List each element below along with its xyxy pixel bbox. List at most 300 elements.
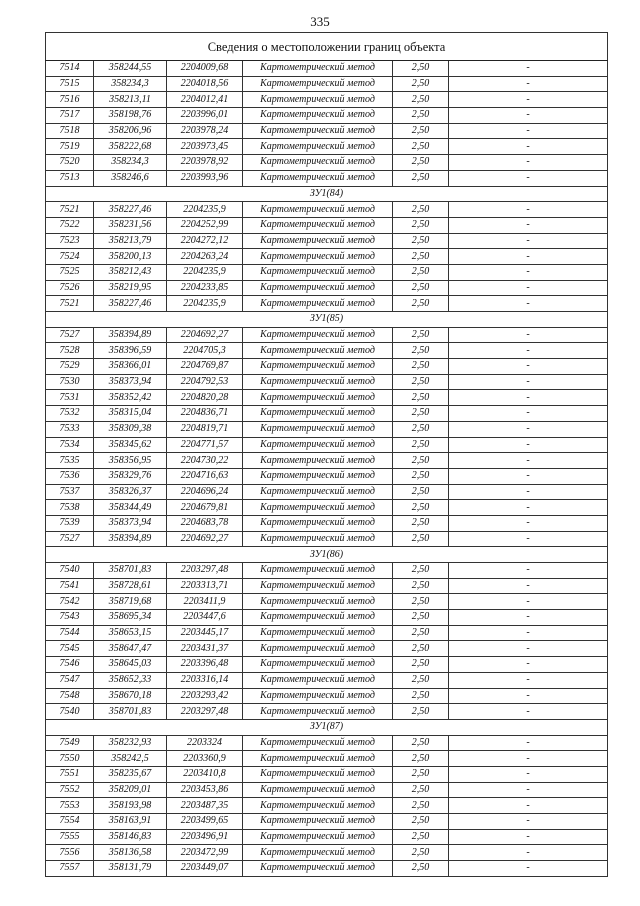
coord-y-cell: 2204730,22 <box>167 453 243 469</box>
point-number-cell: 7543 <box>46 610 94 626</box>
accuracy-cell: 2,50 <box>393 406 449 422</box>
accuracy-cell: 2,50 <box>393 657 449 673</box>
method-cell: Картометрический метод <box>243 233 393 249</box>
accuracy-cell: 2,50 <box>393 798 449 814</box>
description-cell: - <box>449 343 608 359</box>
point-number-cell: 7516 <box>46 92 94 108</box>
coord-x-cell: 358695,34 <box>94 610 167 626</box>
table-row <box>46 468 608 484</box>
description-cell: - <box>449 233 608 249</box>
accuracy-cell: 2,50 <box>393 515 449 531</box>
description-cell: - <box>449 421 608 437</box>
method-cell: Картометрический метод <box>243 76 393 92</box>
table-row <box>46 531 608 547</box>
accuracy-cell: 2,50 <box>393 233 449 249</box>
method-cell: Картометрический метод <box>243 202 393 218</box>
table-row <box>46 766 608 782</box>
table-row <box>46 814 608 830</box>
accuracy-cell: 2,50 <box>393 484 449 500</box>
coord-y-cell: 2204836,71 <box>167 406 243 422</box>
coord-y-cell: 2203313,71 <box>167 578 243 594</box>
coord-x-cell: 358227,46 <box>94 202 167 218</box>
coord-x-cell: 358345,62 <box>94 437 167 453</box>
coord-y-cell: 2204233,85 <box>167 280 243 296</box>
coord-x-cell: 358235,67 <box>94 766 167 782</box>
table-title: Сведения о местоположении границ объекта <box>46 33 608 61</box>
description-cell: - <box>449 782 608 798</box>
point-number-cell: 7513 <box>46 170 94 186</box>
table-row <box>46 139 608 155</box>
coord-x-cell: 358232,93 <box>94 735 167 751</box>
coord-y-cell: 2204696,24 <box>167 484 243 500</box>
coord-x-cell: 358244,55 <box>94 61 167 77</box>
table-row <box>46 751 608 767</box>
coord-x-cell: 358213,11 <box>94 92 167 108</box>
accuracy-cell: 2,50 <box>393 814 449 830</box>
coord-y-cell: 2203978,92 <box>167 155 243 171</box>
description-cell: - <box>449 296 608 312</box>
point-number-cell: 7527 <box>46 531 94 547</box>
accuracy-cell: 2,50 <box>393 829 449 845</box>
coord-x-cell: 358200,13 <box>94 249 167 265</box>
point-number-cell: 7521 <box>46 202 94 218</box>
description-cell: - <box>449 468 608 484</box>
point-number-cell: 7541 <box>46 578 94 594</box>
coord-y-cell: 2203360,9 <box>167 751 243 767</box>
table-row <box>46 625 608 641</box>
table-body <box>46 33 608 877</box>
method-cell: Картометрический метод <box>243 578 393 594</box>
boundary-coordinates-table <box>45 32 608 877</box>
point-number-cell: 7523 <box>46 233 94 249</box>
method-cell: Картометрический метод <box>243 594 393 610</box>
accuracy-cell: 2,50 <box>393 453 449 469</box>
table-row <box>46 327 608 343</box>
method-cell: Картометрический метод <box>243 123 393 139</box>
description-cell: - <box>449 751 608 767</box>
coord-x-cell: 358396,59 <box>94 343 167 359</box>
method-cell: Картометрический метод <box>243 500 393 516</box>
coord-y-cell: 2203453,86 <box>167 782 243 798</box>
coord-x-cell: 358645,03 <box>94 657 167 673</box>
coord-x-cell: 358326,37 <box>94 484 167 500</box>
description-cell: - <box>449 484 608 500</box>
method-cell: Картометрический метод <box>243 155 393 171</box>
coord-y-cell: 2204235,9 <box>167 202 243 218</box>
description-cell: - <box>449 155 608 171</box>
description-cell: - <box>449 641 608 657</box>
description-cell: - <box>449 657 608 673</box>
description-cell: - <box>449 202 608 218</box>
coord-x-cell: 358728,61 <box>94 578 167 594</box>
table-row <box>46 735 608 751</box>
table-row <box>46 500 608 516</box>
table-row <box>46 155 608 171</box>
coord-y-cell: 2203410,8 <box>167 766 243 782</box>
coord-y-cell: 2203293,42 <box>167 688 243 704</box>
coord-x-cell: 358344,49 <box>94 500 167 516</box>
point-number-cell: 7542 <box>46 594 94 610</box>
accuracy-cell: 2,50 <box>393 359 449 375</box>
point-number-cell: 7555 <box>46 829 94 845</box>
coord-x-cell: 358394,89 <box>94 327 167 343</box>
description-cell: - <box>449 139 608 155</box>
coord-x-cell: 358206,96 <box>94 123 167 139</box>
coord-x-cell: 358193,98 <box>94 798 167 814</box>
coord-x-cell: 358209,01 <box>94 782 167 798</box>
coord-x-cell: 358222,68 <box>94 139 167 155</box>
table-row <box>46 563 608 579</box>
coord-x-cell: 358198,76 <box>94 108 167 124</box>
point-number-cell: 7529 <box>46 359 94 375</box>
table-row <box>46 92 608 108</box>
accuracy-cell: 2,50 <box>393 672 449 688</box>
method-cell: Картометрический метод <box>243 563 393 579</box>
point-number-cell: 7514 <box>46 61 94 77</box>
point-number-cell: 7526 <box>46 280 94 296</box>
accuracy-cell: 2,50 <box>393 280 449 296</box>
accuracy-cell: 2,50 <box>393 688 449 704</box>
table-row <box>46 343 608 359</box>
method-cell: Картометрический метод <box>243 829 393 845</box>
description-cell: - <box>449 829 608 845</box>
coord-y-cell: 2204705,3 <box>167 343 243 359</box>
description-cell: - <box>449 327 608 343</box>
point-number-cell: 7557 <box>46 861 94 877</box>
description-cell: - <box>449 123 608 139</box>
accuracy-cell: 2,50 <box>393 217 449 233</box>
table-row <box>46 249 608 265</box>
coord-y-cell: 2203996,01 <box>167 108 243 124</box>
description-cell: - <box>449 814 608 830</box>
point-number-cell: 7550 <box>46 751 94 767</box>
point-number-cell: 7517 <box>46 108 94 124</box>
method-cell: Картометрический метод <box>243 327 393 343</box>
description-cell: - <box>449 845 608 861</box>
coord-y-cell: 2203447,6 <box>167 610 243 626</box>
coord-y-cell: 2203487,35 <box>167 798 243 814</box>
coord-y-cell: 2204771,57 <box>167 437 243 453</box>
accuracy-cell: 2,50 <box>393 500 449 516</box>
accuracy-cell: 2,50 <box>393 92 449 108</box>
section-header-row <box>46 547 608 563</box>
table-row <box>46 76 608 92</box>
description-cell: - <box>449 108 608 124</box>
coord-y-cell: 2204018,56 <box>167 76 243 92</box>
accuracy-cell: 2,50 <box>393 437 449 453</box>
description-cell: - <box>449 594 608 610</box>
description-cell: - <box>449 672 608 688</box>
description-cell: - <box>449 766 608 782</box>
coord-x-cell: 358647,47 <box>94 641 167 657</box>
description-cell: - <box>449 704 608 720</box>
point-number-cell: 7532 <box>46 406 94 422</box>
description-cell: - <box>449 280 608 296</box>
table-row <box>46 123 608 139</box>
point-number-cell: 7551 <box>46 766 94 782</box>
coord-y-cell: 2203411,9 <box>167 594 243 610</box>
accuracy-cell: 2,50 <box>393 782 449 798</box>
method-cell: Картометрический метод <box>243 359 393 375</box>
description-cell: - <box>449 688 608 704</box>
coord-y-cell: 2203396,48 <box>167 657 243 673</box>
table-row <box>46 704 608 720</box>
accuracy-cell: 2,50 <box>393 641 449 657</box>
coord-x-cell: 358242,5 <box>94 751 167 767</box>
coord-y-cell: 2203449,07 <box>167 861 243 877</box>
coord-y-cell: 2203445,17 <box>167 625 243 641</box>
point-number-cell: 7519 <box>46 139 94 155</box>
coord-y-cell: 2203297,48 <box>167 704 243 720</box>
method-cell: Картометрический метод <box>243 468 393 484</box>
method-cell: Картометрический метод <box>243 814 393 830</box>
page-number: 335 <box>310 14 330 29</box>
coord-x-cell: 358163,91 <box>94 814 167 830</box>
accuracy-cell: 2,50 <box>393 421 449 437</box>
table-row <box>46 421 608 437</box>
coord-x-cell: 358315,04 <box>94 406 167 422</box>
table-row <box>46 437 608 453</box>
point-number-cell: 7534 <box>46 437 94 453</box>
accuracy-cell: 2,50 <box>393 249 449 265</box>
accuracy-cell: 2,50 <box>393 468 449 484</box>
coord-y-cell: 2204679,81 <box>167 500 243 516</box>
accuracy-cell: 2,50 <box>393 343 449 359</box>
coord-y-cell: 2203431,37 <box>167 641 243 657</box>
point-number-cell: 7524 <box>46 249 94 265</box>
method-cell: Картометрический метод <box>243 249 393 265</box>
coord-y-cell: 2203297,48 <box>167 563 243 579</box>
point-number-cell: 7554 <box>46 814 94 830</box>
point-number-cell: 7545 <box>46 641 94 657</box>
point-number-cell: 7546 <box>46 657 94 673</box>
method-cell: Картометрический метод <box>243 406 393 422</box>
point-number-cell: 7520 <box>46 155 94 171</box>
section-label: ЗУ1(86) <box>46 547 608 563</box>
point-number-cell: 7536 <box>46 468 94 484</box>
description-cell: - <box>449 610 608 626</box>
method-cell: Картометрический метод <box>243 390 393 406</box>
coord-x-cell: 358670,18 <box>94 688 167 704</box>
coord-x-cell: 358146,83 <box>94 829 167 845</box>
coord-x-cell: 358701,83 <box>94 563 167 579</box>
method-cell: Картометрический метод <box>243 688 393 704</box>
description-cell: - <box>449 92 608 108</box>
point-number-cell: 7547 <box>46 672 94 688</box>
method-cell: Картометрический метод <box>243 139 393 155</box>
description-cell: - <box>449 437 608 453</box>
accuracy-cell: 2,50 <box>393 766 449 782</box>
method-cell: Картометрический метод <box>243 343 393 359</box>
method-cell: Картометрический метод <box>243 625 393 641</box>
coord-y-cell: 2204769,87 <box>167 359 243 375</box>
accuracy-cell: 2,50 <box>393 861 449 877</box>
method-cell: Картометрический метод <box>243 845 393 861</box>
table-row <box>46 170 608 186</box>
point-number-cell: 7535 <box>46 453 94 469</box>
coord-y-cell: 2203973,45 <box>167 139 243 155</box>
accuracy-cell: 2,50 <box>393 751 449 767</box>
table-row <box>46 280 608 296</box>
coord-y-cell: 2204009,68 <box>167 61 243 77</box>
method-cell: Картометрический метод <box>243 217 393 233</box>
accuracy-cell: 2,50 <box>393 578 449 594</box>
description-cell: - <box>449 264 608 280</box>
table-row <box>46 359 608 375</box>
description-cell: - <box>449 735 608 751</box>
section-header-row <box>46 186 608 202</box>
method-cell: Картометрический метод <box>243 735 393 751</box>
method-cell: Картометрический метод <box>243 280 393 296</box>
table-row <box>46 61 608 77</box>
point-number-cell: 7533 <box>46 421 94 437</box>
point-number-cell: 7530 <box>46 374 94 390</box>
coord-y-cell: 2204683,78 <box>167 515 243 531</box>
method-cell: Картометрический метод <box>243 641 393 657</box>
coord-y-cell: 2204819,71 <box>167 421 243 437</box>
coord-x-cell: 358246,6 <box>94 170 167 186</box>
method-cell: Картометрический метод <box>243 531 393 547</box>
method-cell: Картометрический метод <box>243 766 393 782</box>
accuracy-cell: 2,50 <box>393 563 449 579</box>
accuracy-cell: 2,50 <box>393 264 449 280</box>
table-row <box>46 594 608 610</box>
coord-y-cell: 2203978,24 <box>167 123 243 139</box>
section-label: ЗУ1(84) <box>46 186 608 202</box>
accuracy-cell: 2,50 <box>393 327 449 343</box>
table-row <box>46 390 608 406</box>
coord-y-cell: 2203499,65 <box>167 814 243 830</box>
coord-y-cell: 2204235,9 <box>167 264 243 280</box>
method-cell: Картометрический метод <box>243 453 393 469</box>
description-cell: - <box>449 217 608 233</box>
table-row <box>46 406 608 422</box>
coord-x-cell: 358394,89 <box>94 531 167 547</box>
accuracy-cell: 2,50 <box>393 374 449 390</box>
point-number-cell: 7528 <box>46 343 94 359</box>
description-cell: - <box>449 170 608 186</box>
accuracy-cell: 2,50 <box>393 610 449 626</box>
accuracy-cell: 2,50 <box>393 123 449 139</box>
coord-x-cell: 358373,94 <box>94 374 167 390</box>
method-cell: Картометрический метод <box>243 61 393 77</box>
coord-x-cell: 358227,46 <box>94 296 167 312</box>
coord-y-cell: 2203496,91 <box>167 829 243 845</box>
coord-x-cell: 358652,33 <box>94 672 167 688</box>
description-cell: - <box>449 61 608 77</box>
description-cell: - <box>449 861 608 877</box>
point-number-cell: 7525 <box>46 264 94 280</box>
description-cell: - <box>449 625 608 641</box>
method-cell: Картометрический метод <box>243 108 393 124</box>
coord-x-cell: 358719,68 <box>94 594 167 610</box>
point-number-cell: 7521 <box>46 296 94 312</box>
coord-y-cell: 2204716,63 <box>167 468 243 484</box>
table-row <box>46 374 608 390</box>
method-cell: Картометрический метод <box>243 170 393 186</box>
point-number-cell: 7549 <box>46 735 94 751</box>
method-cell: Картометрический метод <box>243 421 393 437</box>
description-cell: - <box>449 359 608 375</box>
coord-x-cell: 358653,15 <box>94 625 167 641</box>
coord-y-cell: 2204012,41 <box>167 92 243 108</box>
coord-x-cell: 358234,3 <box>94 155 167 171</box>
coord-y-cell: 2204252,99 <box>167 217 243 233</box>
method-cell: Картометрический метод <box>243 296 393 312</box>
description-cell: - <box>449 798 608 814</box>
table-row <box>46 108 608 124</box>
description-cell: - <box>449 406 608 422</box>
description-cell: - <box>449 453 608 469</box>
accuracy-cell: 2,50 <box>393 704 449 720</box>
table-row <box>46 202 608 218</box>
coord-x-cell: 358219,95 <box>94 280 167 296</box>
description-cell: - <box>449 578 608 594</box>
table-row <box>46 657 608 673</box>
coord-y-cell: 2203472,99 <box>167 845 243 861</box>
description-cell: - <box>449 374 608 390</box>
table-row <box>46 264 608 280</box>
description-cell: - <box>449 76 608 92</box>
method-cell: Картометрический метод <box>243 751 393 767</box>
coord-y-cell: 2204820,28 <box>167 390 243 406</box>
coord-y-cell: 2204692,27 <box>167 531 243 547</box>
method-cell: Картометрический метод <box>243 515 393 531</box>
point-number-cell: 7537 <box>46 484 94 500</box>
accuracy-cell: 2,50 <box>393 735 449 751</box>
method-cell: Картометрический метод <box>243 374 393 390</box>
method-cell: Картометрический метод <box>243 782 393 798</box>
accuracy-cell: 2,50 <box>393 155 449 171</box>
method-cell: Картометрический метод <box>243 437 393 453</box>
coord-x-cell: 358352,42 <box>94 390 167 406</box>
point-number-cell: 7552 <box>46 782 94 798</box>
coord-y-cell: 2204263,24 <box>167 249 243 265</box>
coord-y-cell: 2203993,96 <box>167 170 243 186</box>
point-number-cell: 7553 <box>46 798 94 814</box>
section-label: ЗУ1(87) <box>46 719 608 735</box>
coord-x-cell: 358373,94 <box>94 515 167 531</box>
description-cell: - <box>449 249 608 265</box>
coord-x-cell: 358213,79 <box>94 233 167 249</box>
accuracy-cell: 2,50 <box>393 61 449 77</box>
section-header-row <box>46 719 608 735</box>
accuracy-cell: 2,50 <box>393 76 449 92</box>
coord-x-cell: 358309,38 <box>94 421 167 437</box>
accuracy-cell: 2,50 <box>393 170 449 186</box>
point-number-cell: 7538 <box>46 500 94 516</box>
method-cell: Картометрический метод <box>243 92 393 108</box>
coord-x-cell: 358366,01 <box>94 359 167 375</box>
method-cell: Картометрический метод <box>243 264 393 280</box>
method-cell: Картометрический метод <box>243 610 393 626</box>
section-header-row <box>46 312 608 328</box>
table-row <box>46 217 608 233</box>
method-cell: Картометрический метод <box>243 484 393 500</box>
coord-x-cell: 358701,83 <box>94 704 167 720</box>
description-cell: - <box>449 390 608 406</box>
coord-y-cell: 2203324 <box>167 735 243 751</box>
point-number-cell: 7518 <box>46 123 94 139</box>
table-row <box>46 688 608 704</box>
point-number-cell: 7522 <box>46 217 94 233</box>
coord-x-cell: 358234,3 <box>94 76 167 92</box>
coord-y-cell: 2204272,12 <box>167 233 243 249</box>
coord-x-cell: 358329,76 <box>94 468 167 484</box>
description-cell: - <box>449 515 608 531</box>
coord-x-cell: 358356,95 <box>94 453 167 469</box>
table-row <box>46 829 608 845</box>
